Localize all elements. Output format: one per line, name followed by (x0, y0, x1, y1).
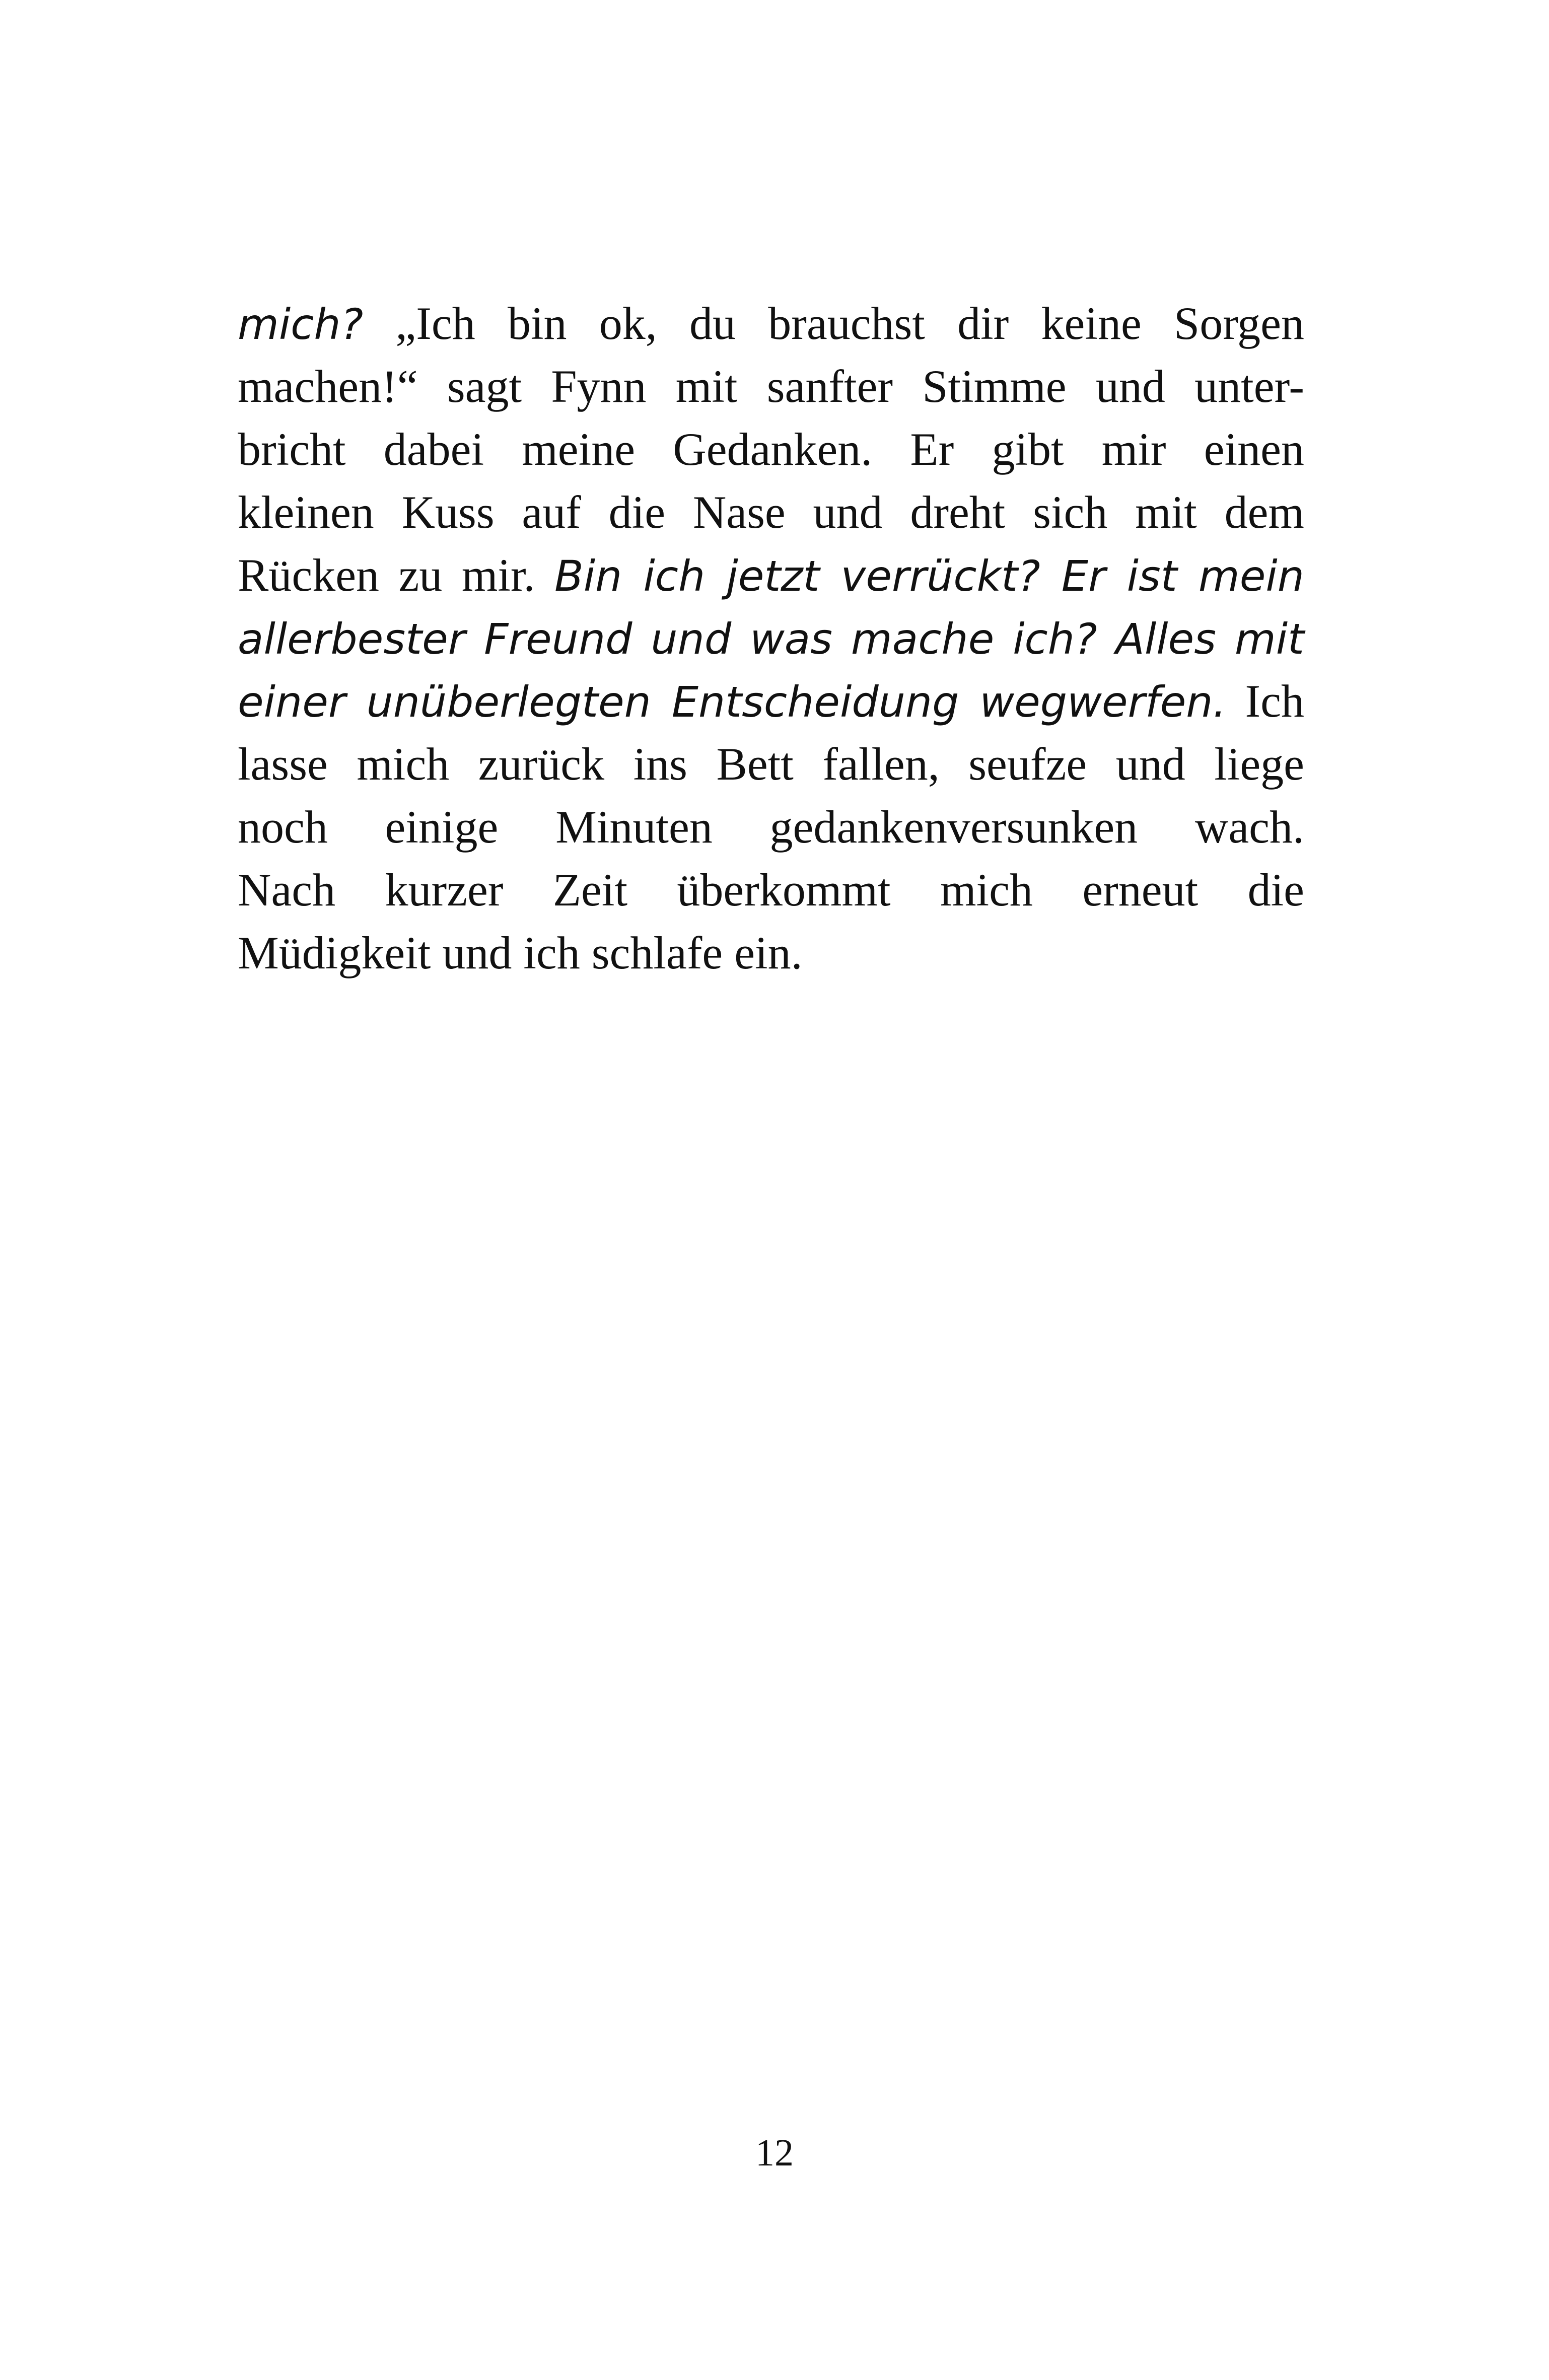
regular-text: bricht dabei meine Gedanken. Er gibt mir einen (238, 424, 1304, 475)
regular-text: lasse mich zurück ins Bett fallen, seufze und liege (238, 738, 1304, 790)
text-line (238, 922, 1304, 985)
regular-text: Nach kurzer Zeit überkommt mich erneut die (238, 864, 1304, 916)
text-line (238, 355, 1304, 418)
text-line (238, 292, 1304, 355)
text-line (238, 481, 1304, 544)
italic-text: einer unüberlegten Entscheidung wegwerfen. (238, 677, 1227, 727)
body-paragraph (238, 292, 1304, 985)
regular-text: machen!“ sagt Fynn mit sanfter Stimme und unter- (238, 361, 1304, 412)
italic-text: Bin ich jetzt verrückt? Er ist mein (554, 551, 1304, 601)
regular-text: Rücken zu mir. (238, 549, 555, 601)
italic-text: allerbester Freund und was mache ich? Alles mit (238, 614, 1304, 664)
text-line (238, 670, 1304, 733)
text-line (238, 859, 1304, 922)
regular-text: kleinen Kuss auf die Nase und dreht sich mit dem (238, 486, 1304, 538)
text-line (238, 733, 1304, 796)
regular-text: „Ich bin ok, du brauchst dir keine Sorgen (363, 298, 1304, 349)
text-line (238, 607, 1304, 670)
text-line (238, 544, 1304, 607)
text-line (238, 796, 1304, 859)
regular-text: Ich (1226, 675, 1304, 727)
page-number: 12 (755, 2132, 794, 2174)
text-line (238, 418, 1304, 481)
italic-text: mich? (238, 300, 364, 349)
regular-text: noch einige Minuten gedankenversunken wach. (238, 801, 1304, 853)
regular-text: Müdigkeit und ich schlafe ein. (238, 927, 803, 978)
